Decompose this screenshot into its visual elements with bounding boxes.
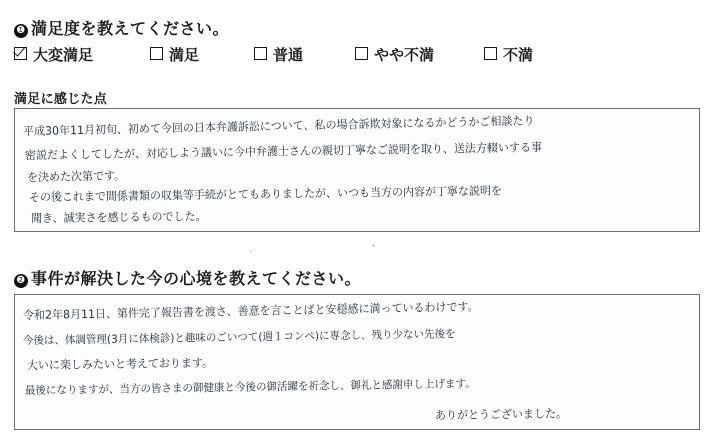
handwriting-line: 大いに楽しみたいと考えております。 bbox=[26, 356, 214, 373]
handwriting-question-2 bbox=[15, 295, 699, 429]
question-1-number: ❶ bbox=[14, 24, 28, 38]
stray-mark bbox=[372, 244, 375, 247]
choice-satisfied[interactable] bbox=[150, 44, 199, 65]
checkbox-satisfied[interactable] bbox=[150, 47, 163, 60]
question-2-title: 事件が解決した今の心境を教えてください。 bbox=[31, 271, 362, 288]
question-2-heading bbox=[14, 266, 361, 289]
choice-label-very-satisfied: 大変満足 bbox=[33, 47, 94, 64]
handwriting-line: ありがとうございました。 bbox=[434, 406, 568, 423]
choice-very-satisfied[interactable] bbox=[14, 44, 93, 65]
choice-label-somewhat-dissatisfied: やや不満 bbox=[374, 47, 435, 64]
handwriting-line: 聞き、誠実さを感じるものでした。 bbox=[30, 209, 207, 226]
satisfaction-points-label: 満足に感じた点 bbox=[14, 91, 108, 106]
handwriting-line: 令和2年8月11日、第件完了報告書を渡さ、善意を言ことばと安穏感に満っているわけです。 bbox=[22, 299, 479, 323]
question-1-heading bbox=[14, 16, 229, 39]
checkbox-neutral[interactable] bbox=[254, 47, 267, 60]
question-2-number: ❷ bbox=[14, 274, 28, 288]
answer-box-question-1[interactable] bbox=[14, 108, 700, 232]
satisfaction-choice-group bbox=[14, 44, 704, 70]
choice-label-satisfied: 満足 bbox=[169, 47, 200, 64]
question-1-title: 満足度を教えてください。 bbox=[31, 21, 230, 38]
handwriting-line: 最後になりますが、当方の皆さまの御健康と今後の御活躍を祈念し、御礼と感謝申し上げます。 bbox=[24, 377, 476, 398]
handwriting-line: その後これまで間係書類の収集等手続がとてもありましたが、いつも当方の内容が丁寧な説明を bbox=[28, 184, 503, 205]
checkbox-dissatisfied[interactable] bbox=[484, 47, 497, 60]
checkbox-very-satisfied[interactable] bbox=[14, 47, 27, 60]
choice-somewhat-dissatisfied[interactable] bbox=[355, 44, 434, 65]
handwriting-line: 密説だよくしてしたが、対応しよう議いに今中弁護士さんの親切丁寧なご説明を取り、送法方輟いする事 bbox=[24, 140, 543, 163]
answer-box-question-2[interactable] bbox=[14, 294, 700, 430]
choice-neutral[interactable] bbox=[254, 44, 303, 65]
checkbox-somewhat-dissatisfied[interactable] bbox=[355, 47, 368, 60]
choice-dissatisfied[interactable] bbox=[484, 44, 533, 65]
handwriting-line: 今後は、体調管理(3月に体検診)と趣味のごいつて(週１コンペ)に専念し、残り少ない先後を bbox=[22, 327, 456, 348]
choice-label-dissatisfied: 不満 bbox=[503, 47, 534, 64]
choice-label-neutral: 普通 bbox=[273, 47, 304, 64]
handwriting-question-1 bbox=[15, 109, 699, 231]
handwriting-line: 平成30年11月初旬、初めて今回の日本弁護訴訟について、私の場合訴欺対象になるかどうかご相談たり bbox=[22, 113, 535, 139]
stray-mark bbox=[250, 250, 252, 252]
handwriting-line: を決めた次第です。 bbox=[26, 168, 126, 185]
